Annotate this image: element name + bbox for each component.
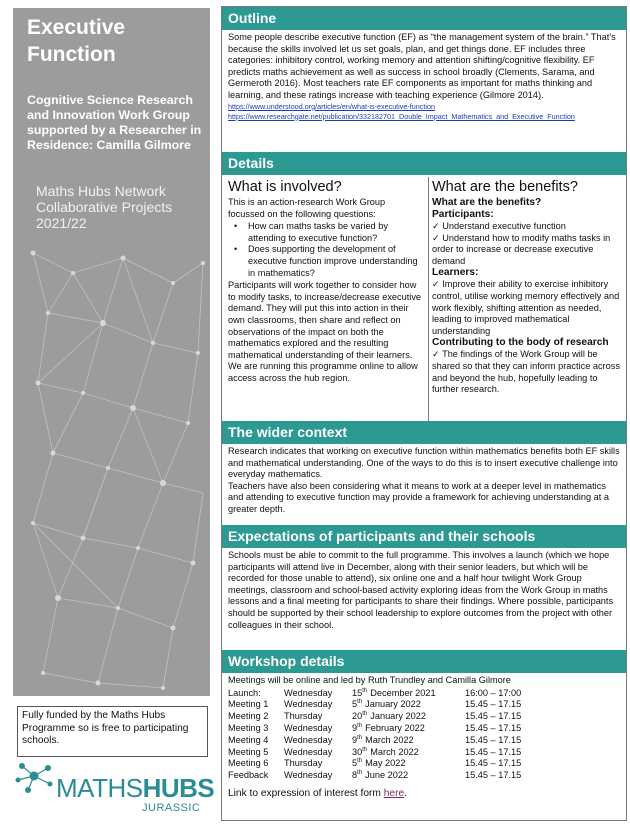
- meeting-date-month: May 2022: [365, 758, 406, 769]
- content-column: [221, 6, 627, 821]
- meeting-name: Feedback: [228, 770, 269, 781]
- schedule-row: [228, 711, 521, 723]
- meeting-date-day: 5: [352, 758, 358, 769]
- meeting-date-month: March 2022: [370, 746, 419, 757]
- network-line-1: Maths Hubs Network: [36, 183, 166, 199]
- meeting-date-suffix: th: [362, 711, 368, 718]
- meeting-date-suffix: th: [362, 746, 368, 753]
- meeting-date-month: June 2022: [365, 770, 409, 781]
- meeting-day: Wednesday: [284, 687, 333, 698]
- involved-body: Participants will work together to consider how to modify tasks, to increase/decrease executive demand. They will put this into action in their own classrooms, then share and reflect on observations of the impact on both the mathematics explored and the resulting mathematical understanding of their learners. We are running this programme online to allow access across the hub region.: [228, 280, 422, 383]
- expectations-header: Expectations of participants and their schools: [222, 525, 626, 548]
- meeting-time: 15.45 – 17.15: [465, 758, 522, 769]
- logo-maths-text: MATHS: [56, 773, 143, 803]
- meeting-day: Wednesday: [284, 746, 333, 757]
- meeting-date-month: January 2022: [370, 711, 426, 722]
- maths-hubs-logo: [14, 758, 214, 818]
- workshop-body: [228, 675, 622, 800]
- learners-heading: Learners:: [432, 267, 479, 279]
- outline-link-1[interactable]: https://www.understood.org/articles/en/what-is-executive-function: [228, 101, 435, 111]
- title-line-1: Executive: [27, 16, 126, 39]
- document-subtitle: Cognitive Science Research and Innovation Work Group supported by a Researcher in Residence: Camilla Gilmore: [27, 93, 202, 152]
- network-line-2: Collaborative Projects: [36, 199, 173, 215]
- wider-context-para-1: Research indicates that working on executive function within mathematics benefits both EF skills and mathematical understanding. One of the ways to do this is to insert executive challenge into everyday mathematics.: [228, 446, 620, 480]
- meeting-date-day: 15: [352, 687, 363, 698]
- involved-intro: This is an action-research Work Group focussed on the following questions:: [228, 197, 386, 219]
- meeting-date-month: December 2021: [370, 687, 436, 698]
- benefits-heading: What are the benefits?: [432, 179, 578, 195]
- document-title: [27, 14, 207, 68]
- wider-context-header: The wider context: [222, 421, 626, 444]
- meeting-day: Thursday: [284, 711, 323, 722]
- logo-hubs-text: HUBS: [142, 773, 215, 803]
- schedule-row: [228, 735, 521, 747]
- title-line-2: Function: [27, 43, 116, 66]
- question-item: • Does supporting the development of executive function improve understanding in mathematics?: [228, 244, 424, 279]
- meeting-time: 15.45 – 17.15: [465, 734, 522, 745]
- meeting-name: Meeting 6: [228, 758, 269, 769]
- meeting-date-suffix: th: [362, 687, 368, 694]
- meeting-date: [352, 699, 457, 711]
- meeting-time: 15.45 – 17.15: [465, 699, 522, 710]
- meeting-date-suffix: th: [357, 734, 363, 741]
- details-section: [222, 177, 626, 423]
- workshop-header: Workshop details: [222, 650, 626, 673]
- meeting-date: [352, 770, 457, 782]
- meeting-date-suffix: th: [357, 699, 363, 706]
- participant-benefit: ✓ Understand how to modify maths tasks in order to increase or decrease executive demand: [432, 232, 611, 266]
- left-panel: [13, 8, 210, 696]
- meeting-date-day: 30: [352, 746, 363, 757]
- expectations-body: Schools must be able to commit to the full programme. This involves a launch (which we hope participants will attend live in December, along with their senior leaders, but which will be recorded for those unable to attend), six online one and a half hour twilight Work Group meetings, classroom and school-based activity exploring ideas from the Work Group in maths lessons and a final meeting for participants to share their findings. Where possible, participants should be supported by their school leadership to explore outcomes from the project with other colleagues in their school.: [228, 550, 614, 630]
- meeting-date-day: 5: [352, 699, 358, 710]
- involved-column: [228, 179, 424, 385]
- meeting-date: [352, 723, 457, 735]
- meeting-date-day: 9: [352, 722, 358, 733]
- meeting-day: Wednesday: [284, 770, 333, 781]
- meeting-date: [352, 735, 457, 747]
- meeting-time: 15.45 – 17.15: [465, 746, 522, 757]
- benefits-subheading: What are the benefits?: [432, 197, 542, 208]
- schedule-row: [228, 699, 521, 711]
- meeting-name: Meeting 2: [228, 711, 269, 722]
- network-label: [36, 183, 206, 231]
- expression-of-interest-link[interactable]: here: [383, 787, 405, 799]
- meeting-name: Meeting 5: [228, 746, 269, 757]
- question-item: • How can maths tasks be varied by attending to executive function?: [228, 221, 424, 244]
- questions-list: [228, 221, 424, 279]
- outline-header: Outline: [222, 7, 626, 30]
- participants-heading: Participants:: [432, 209, 494, 220]
- meeting-time: 16:00 – 17:00: [465, 687, 522, 698]
- schedule-row: [228, 758, 521, 770]
- meeting-date-suffix: th: [357, 758, 363, 765]
- meeting-day: Wednesday: [284, 734, 333, 745]
- wider-context-body: [228, 446, 622, 516]
- outline-text: Some people describe executive function (EF) as “the management system of the brain.” That’s because the skills involved let us set goals, plan, and get things done. EF includes three categories: inhibitory control, working memory and attention shifting/cognitive flexibility. EF predicts maths achievement as well as success in school broadly (Clements, Sarama, and Germeroth 2016). Most teachers rate EF components as important for maths thinking and learning, and these ratings increase with teaching experience (Gilmore 2014).: [228, 32, 616, 100]
- meeting-schedule: [228, 688, 521, 782]
- meeting-time: 15.45 – 17.15: [465, 770, 522, 781]
- schedule-row: [228, 688, 521, 700]
- meeting-date: [352, 758, 457, 770]
- meeting-date-suffix: th: [357, 722, 363, 729]
- meeting-date-day: 20: [352, 711, 363, 722]
- network-line-3: 2021/22: [36, 215, 87, 231]
- meeting-date: [352, 747, 457, 759]
- details-header: Details: [222, 152, 626, 175]
- meeting-date-day: 8: [352, 770, 358, 781]
- meeting-date-day: 9: [352, 734, 358, 745]
- involved-heading: What is involved?: [228, 179, 342, 195]
- meeting-date-suffix: th: [357, 770, 363, 777]
- wider-context-para-2: Teachers have also been considering what it means to work at a deeper level in mathematics and attending to executive function may provide a framework for achieving understanding at a greater depth.: [228, 480, 609, 514]
- meeting-day: Wednesday: [284, 699, 333, 710]
- meeting-name: Meeting 3: [228, 722, 269, 733]
- meeting-date: [352, 688, 457, 700]
- logo-region: JURASSIC: [142, 802, 201, 814]
- outline-body: [228, 32, 622, 122]
- funding-note: Fully funded by the Maths Hubs Programme so is free to participating schools.: [17, 706, 208, 757]
- schedule-row: [228, 770, 521, 782]
- workshop-intro: Meetings will be online and led by Ruth Trundley and Camilla Gilmore: [228, 675, 511, 685]
- network-graphic: [13, 233, 210, 696]
- meeting-day: Thursday: [284, 758, 323, 769]
- form-link-text: Link to expression of interest form: [228, 787, 381, 799]
- schedule-row: [228, 747, 521, 759]
- meeting-name: Meeting 4: [228, 734, 269, 745]
- meeting-date-month: February 2022: [365, 722, 425, 733]
- benefits-column: [432, 179, 622, 396]
- meeting-name: Launch:: [228, 687, 261, 698]
- contribution-benefit: ✓ The findings of the Work Group will be shared so that they can inform practice across and beyond the hub, hopefully leading to further research.: [432, 349, 620, 395]
- learner-benefit: ✓ Improve their ability to exercise inhibitory control, utilise working memory effectively and work flexibly, shifting attention as needed, leading to improved mathematical understanding: [432, 279, 620, 336]
- outline-link-2[interactable]: https://www.researchgate.net/publication/332182701_Double_Impact_Mathematics_and_Executive_Function: [228, 111, 575, 121]
- participant-benefit: ✓ Understand executive function: [432, 221, 566, 231]
- logo-wordmark: [56, 774, 214, 802]
- schedule-row: [228, 723, 521, 735]
- expression-of-interest: [228, 788, 622, 800]
- meeting-date: [352, 711, 457, 723]
- meeting-time: 15.45 – 17.15: [465, 711, 522, 722]
- meeting-name: Meeting 1: [228, 699, 269, 710]
- meeting-date-month: March 2022: [365, 734, 414, 745]
- contribution-heading: Contributing to the body of research: [432, 337, 609, 349]
- form-link-end: .: [404, 787, 407, 799]
- meeting-day: Wednesday: [284, 722, 333, 733]
- meeting-time: 15.45 – 17.15: [465, 722, 522, 733]
- meeting-date-month: January 2022: [365, 699, 421, 710]
- details-divider: [428, 177, 429, 423]
- hub-network-icon: [14, 758, 58, 798]
